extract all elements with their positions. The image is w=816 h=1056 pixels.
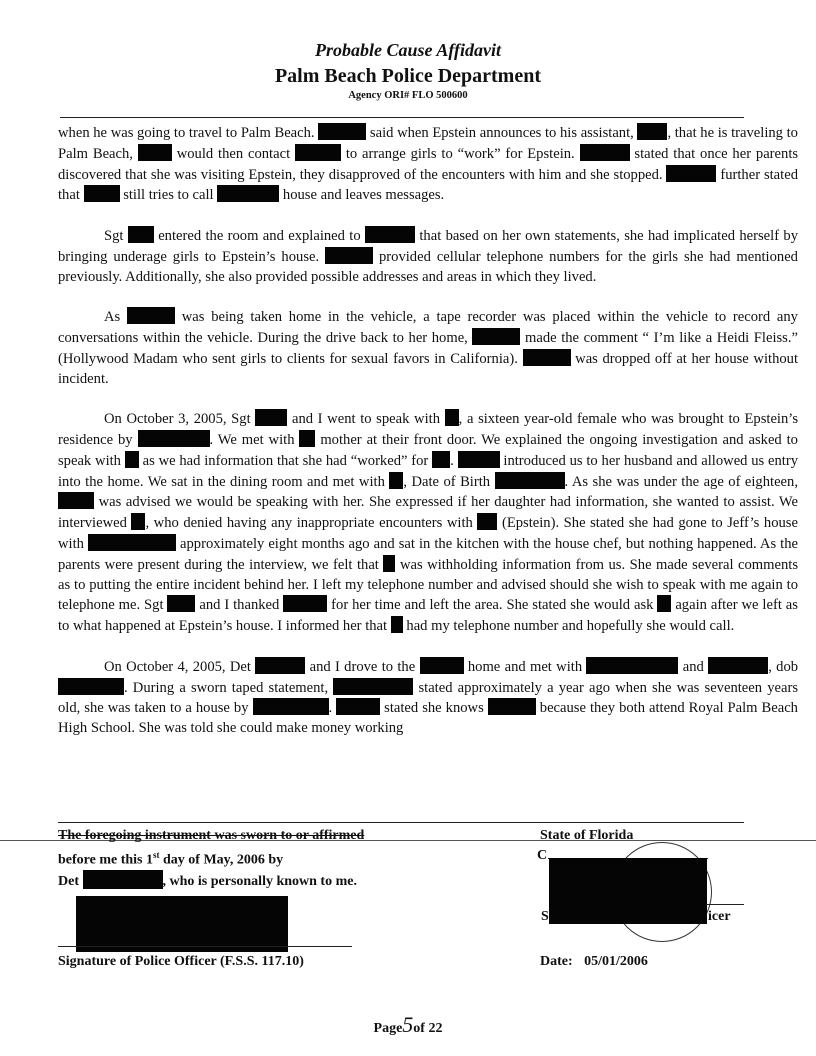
redaction xyxy=(708,657,768,674)
redaction xyxy=(383,555,395,572)
redaction xyxy=(637,123,667,140)
redaction xyxy=(445,409,459,426)
county-fragment: C xyxy=(537,848,548,863)
redaction xyxy=(217,185,279,202)
footer-rule xyxy=(58,822,744,823)
agency-ori: Agency ORI# FLO 500600 xyxy=(348,90,468,101)
redaction xyxy=(432,451,450,468)
redaction xyxy=(333,678,413,695)
redaction xyxy=(58,492,94,509)
state-label: State of Florida xyxy=(540,828,634,843)
redaction xyxy=(365,226,415,243)
redaction xyxy=(83,870,163,889)
redaction xyxy=(255,657,305,674)
paragraph-3: As was being taken home in the vehicle, a tape recorder was placed within the vehicle to record any conversations within the vehicle. During the drive back to her home, made the comment “ I’m like a Heidi Fleiss.” (Hollywood Madam who sent girls to clients for sexual favors in California). was dropped off at her house without incident. xyxy=(58,309,799,387)
notary-officer-fragment: icer xyxy=(708,909,731,924)
signature-label: Signature of Police Officer (F.S.S. 117.10) xyxy=(58,954,304,969)
affidavit-body xyxy=(58,123,798,739)
document-header xyxy=(0,40,816,102)
redaction xyxy=(253,698,329,715)
redaction xyxy=(138,430,210,447)
paragraph-4: On October 3, 2005, Sgt and I went to speak with , a sixteen year-old female who was brought to Epstein’s residence by . We met with mother at their front door. We explained the ongoing investigation and asked to speak with as we had information that she had “worked” for . introduced us to her husband and allowed us entry into the home. We sat in the dining room and met with , Date of Birth . As she was under the age of eighteen, was advised we would be speaking with her. She expressed if her daughter had information, she wanted to assist. We interviewed , who denied having any inappropriate encounters with (Epstein). She stated she had gone to Jeff’s house with approximately eight months ago and sat in the kitchen with the house chef, but nothing happened. As the parents were present during the interview, we felt that was withholding information from us. She made several comments as to putting the entire incident behind her. I left my telephone number and advised should she wish to speak with me again to telephone me. Sgt and I thanked for her time and left the area. She stated she would ask again after we left as to what happened at Epstein’s house. I informed her that had my telephone number and hopefully she would call. xyxy=(58,411,799,635)
redaction xyxy=(295,144,341,161)
redaction xyxy=(389,472,403,489)
date-row: Date: 05/01/2006 xyxy=(540,954,648,969)
redaction xyxy=(131,513,145,530)
redaction xyxy=(488,698,536,715)
redaction xyxy=(58,678,124,695)
paragraph-5: On October 4, 2005, Det and I drove to the home and met with and , dob . During a sworn taped statement, stated approximately a year ago when she was seventeen years old, she was taken to a house by . stated she knows because they both attend Royal Palm Beach High School. She was told she could make money working xyxy=(58,658,799,737)
redaction xyxy=(666,165,716,182)
officer-line: Det , who is personally known to me. xyxy=(58,870,478,892)
header-rule xyxy=(60,117,744,118)
redaction xyxy=(128,226,154,243)
notary-redaction xyxy=(549,858,707,924)
redaction xyxy=(138,144,172,161)
redaction xyxy=(318,123,366,140)
redaction xyxy=(325,247,373,264)
document-type: Probable Cause Affidavit xyxy=(315,40,501,60)
notary-signature-line xyxy=(706,904,744,905)
redaction xyxy=(523,349,571,366)
redaction xyxy=(495,472,565,489)
redaction xyxy=(472,328,520,345)
redaction xyxy=(586,657,678,674)
redaction xyxy=(580,144,630,161)
redaction xyxy=(84,185,120,202)
paragraph-2: Sgt entered the room and explained to that based on her own statements, she had implicated herself by bringing underage girls to Epstein’s house. provided cellular telephone numbers for the girls she had mentioned previously. Additionally, she also provided possible addresses and areas in which they lived. xyxy=(58,227,799,285)
signature-line xyxy=(58,946,352,947)
redaction xyxy=(299,430,315,447)
redaction xyxy=(458,451,500,468)
redaction xyxy=(657,595,671,612)
redaction xyxy=(255,409,287,426)
signature-redaction xyxy=(76,896,288,952)
redaction xyxy=(88,534,176,551)
redaction xyxy=(127,307,175,324)
notary-statement xyxy=(58,826,478,891)
redaction xyxy=(420,657,464,674)
redaction xyxy=(336,698,380,715)
sworn-statement-line-1: The foregoing instrument was sworn to or affirmed xyxy=(58,828,365,843)
page-number: Page5of 22 xyxy=(373,1012,443,1037)
notary-s-fragment: S xyxy=(541,909,549,924)
redaction xyxy=(167,595,195,612)
redaction xyxy=(125,451,139,468)
redaction xyxy=(283,595,327,612)
paragraph-1: when he was going to travel to Palm Beach. said when Epstein announces to his assistant, , that he is traveling to Palm Beach, would then contact to arrange girls to “work” for Epstein. stated that once her parents discovered that she was visiting Epstein, they disapproved of the encounters with him and she stopped. further stated that still tries to call house and leaves messages. xyxy=(58,125,799,204)
redaction xyxy=(477,513,497,530)
redaction xyxy=(391,616,403,633)
sworn-statement-line-2: before me this 1st day of May, 2006 by xyxy=(58,849,284,868)
department-name: Palm Beach Police Department xyxy=(274,65,542,87)
